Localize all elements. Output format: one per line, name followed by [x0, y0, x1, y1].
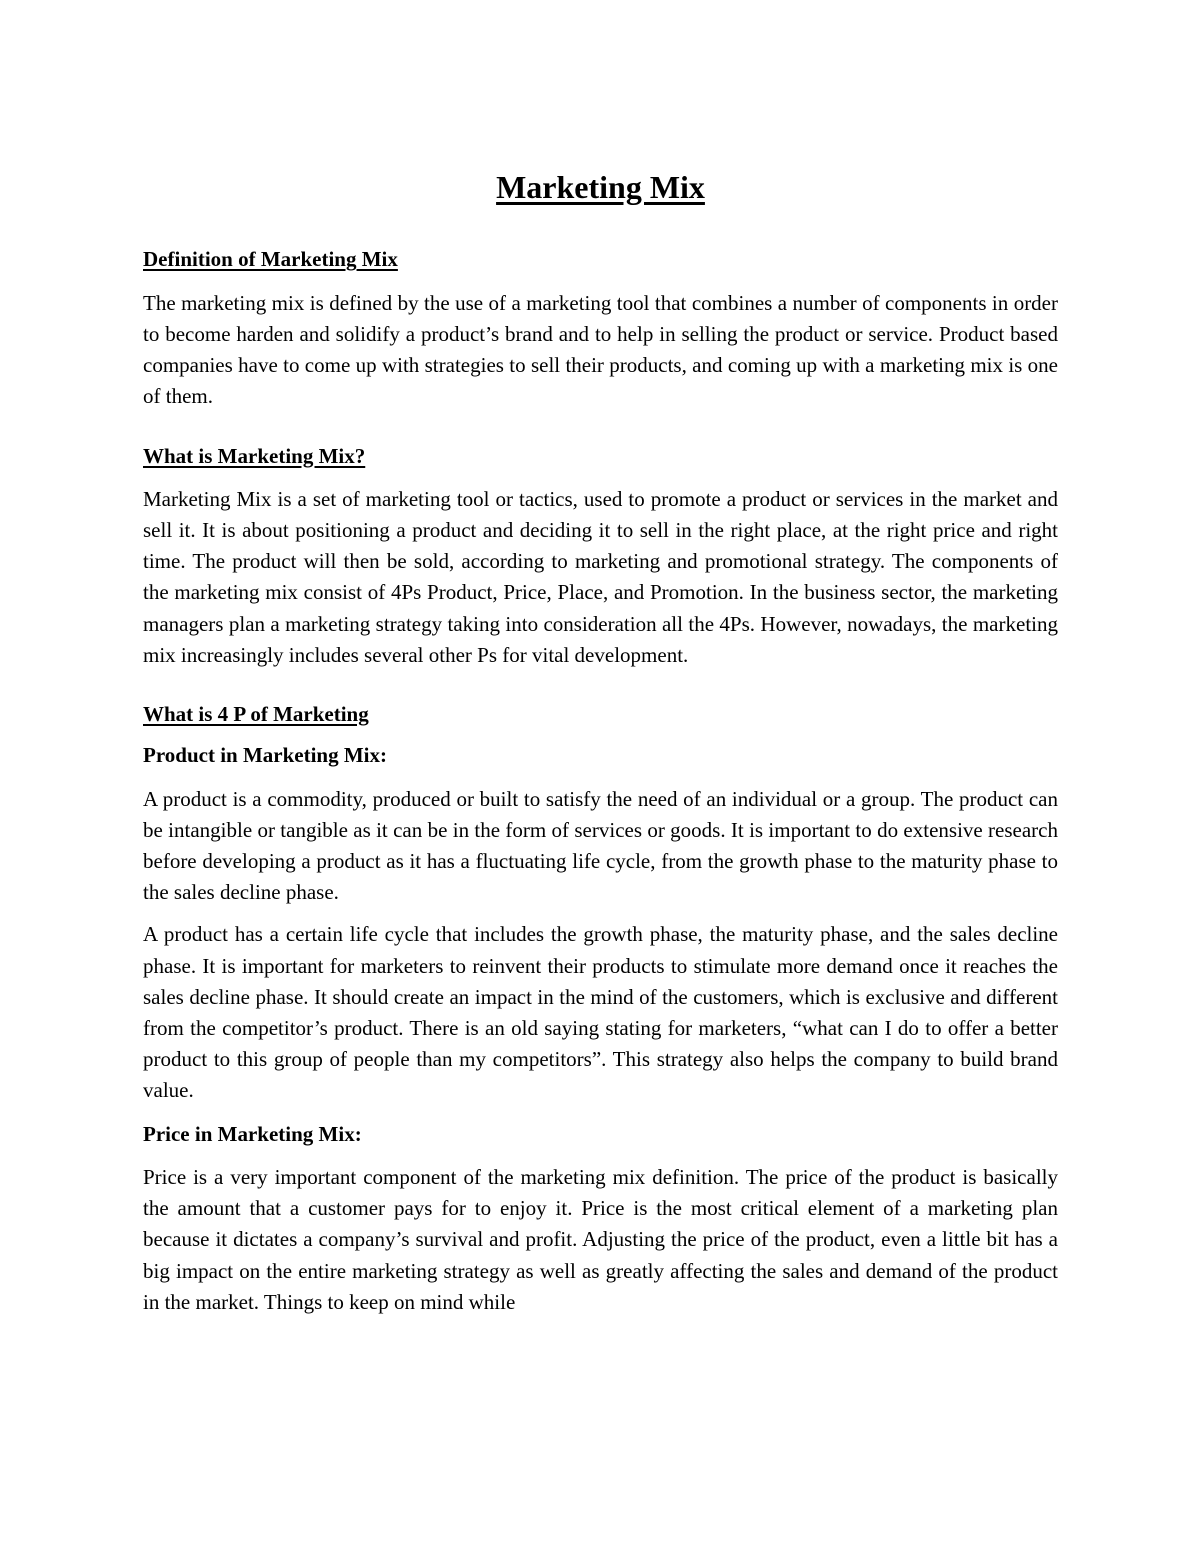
section-heading-definition: Definition of Marketing Mix — [143, 247, 398, 272]
paragraph-product-2: A product has a certain life cycle that includes the growth phase, the maturity phase, and the sales decline phase. It is important for marketers to reinvent their products to stimulate more demand once it reaches the sales decline phase. It should create an impact in the mind of the customers, which is exclusive and different from the competitor’s product. There is an old saying stating for marketers, “what can I do to offer a better product to this group of people than my competitors”. This strategy also helps the company to build brand value. — [143, 922, 1058, 1103]
paragraph-definition: The marketing mix is defined by the use of a marketing tool that combines a number of components in order to become harden and solidify a product’s brand and to help in selling the product or service. Product based companies have to come up with strategies to sell their products, and coming up with a marketing mix is one of them. — [143, 290, 1058, 409]
section-heading-what-is: What is Marketing Mix? — [143, 443, 366, 468]
paragraph-what-is: Marketing Mix is a set of marketing tool or tactics, used to promote a product or services in the market and sell it. It is about positioning a product and deciding it to sell in the right place, at the right price and right time. The product will then be sold, according to marketing and promotional strategy. The components of the marketing mix consist of 4Ps Product, Price, Place, and Promotion. In the business sector, the marketing managers plan a marketing strategy taking into consideration all the 4Ps. However, nowadays, the marketing mix increasingly includes several other Ps for vital development. — [143, 486, 1058, 667]
section-heading-four-p: What is 4 P of Marketing — [143, 702, 369, 727]
subheading-price: Price in Marketing Mix: — [143, 1121, 362, 1146]
paragraph-product-1: A product is a commodity, produced or built to satisfy the need of an individual or a group. The product can be intangible or tangible as it can be in the form of services or goods. It is important to do extensive research before developing a product as it has a fluctuating life cycle, from the growth phase to the maturity phase to the sales decline phase. — [143, 786, 1058, 905]
document-content — [143, 168, 1058, 1318]
paragraph-price-1: Price is a very important component of the marketing mix definition. The price of the product is basically the amount that a customer pays for to enjoy it. Price is the most critical element of a marketing plan because it dictates a company’s survival and profit. Adjusting the price of the product, even a little bit has a big impact on the entire marketing strategy as well as greatly affecting the sales and demand of the product in the market. Things to keep on mind while — [143, 1164, 1058, 1314]
subheading-product: Product in Marketing Mix: — [143, 743, 388, 768]
document-title: Marketing Mix — [496, 169, 705, 205]
